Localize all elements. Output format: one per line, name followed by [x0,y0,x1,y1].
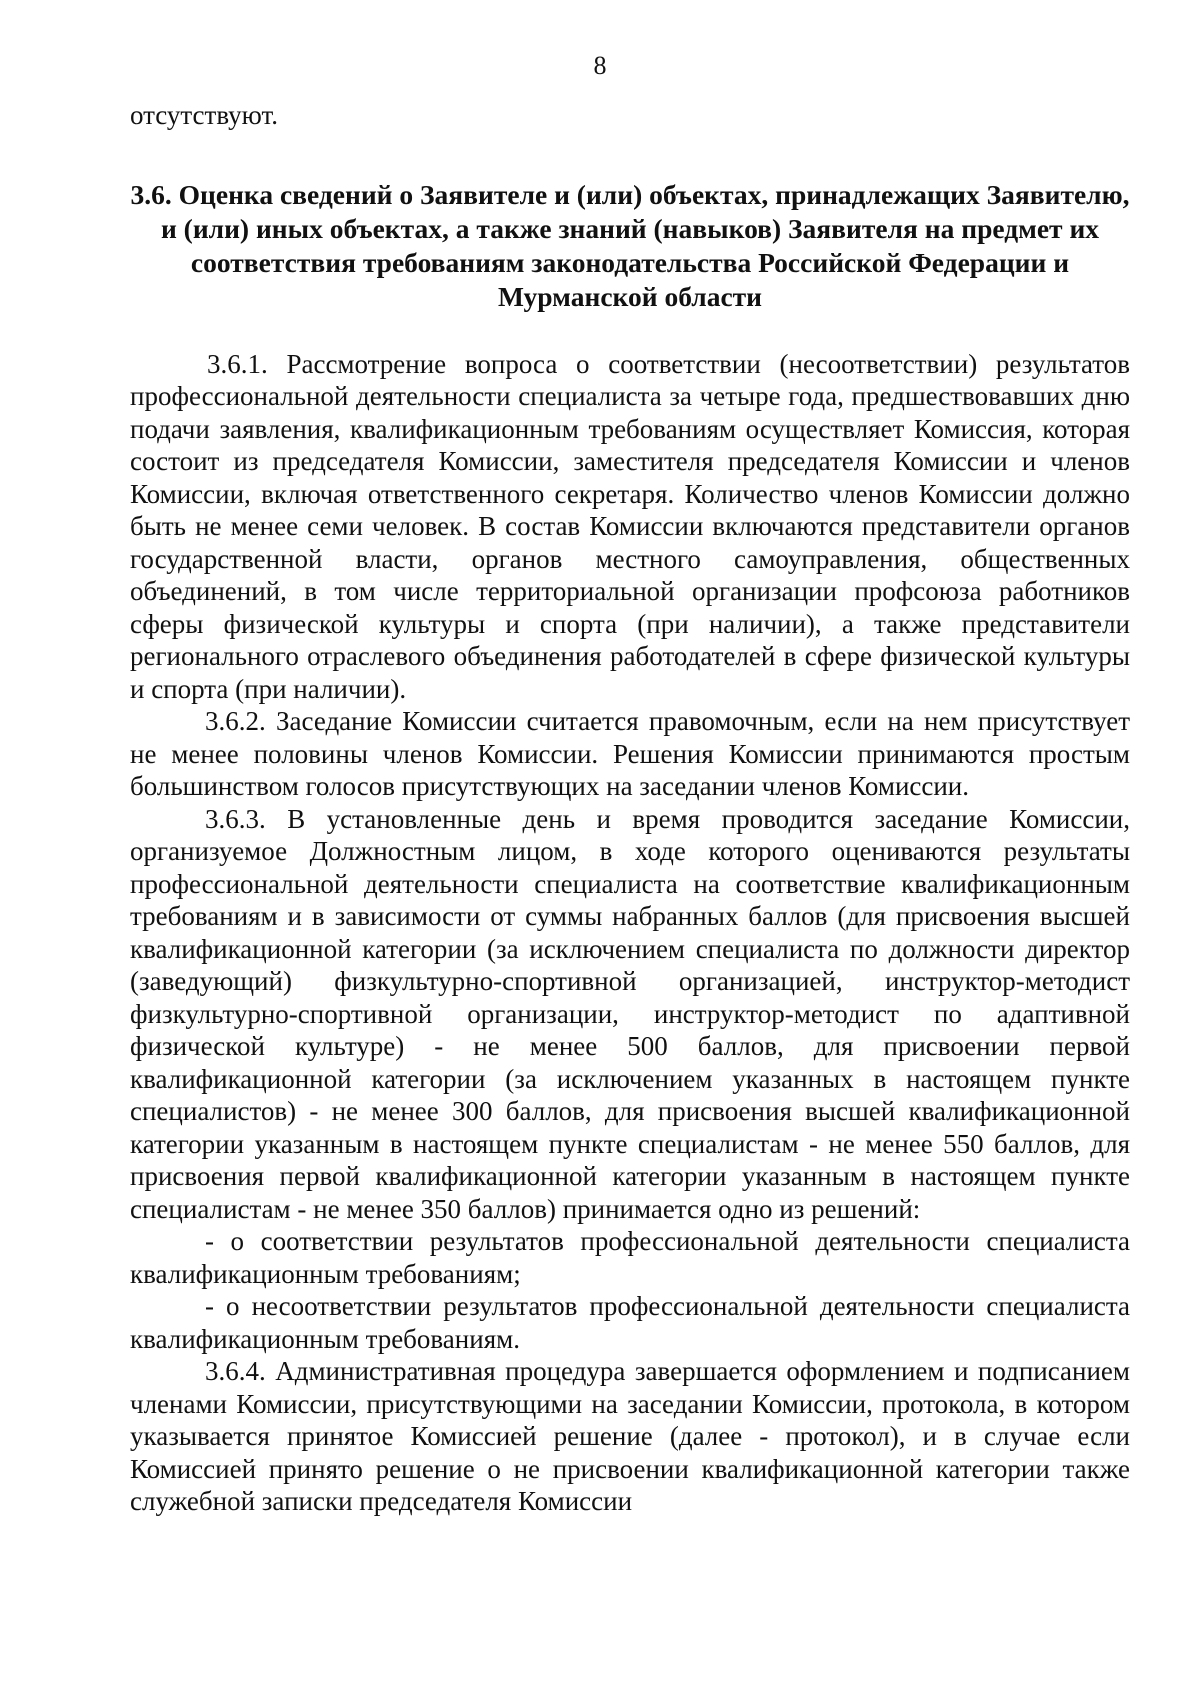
paragraph-3-6-3: 3.6.3. В установленные день и время проводится заседание Комиссии, организуемое Должностным лицом, в ходе которого оцениваются результаты профессиональной деятельности специалиста на соответствие квалификационным требованиям и в зависимости от суммы набранных баллов (для присвоения высшей квалификационной категории (за исключением специалиста по должности директор (заведующий) физкультурно-спортивной организацией, инструктор-методист физкультурно-спортивной организации, инструктор-методист по адаптивной физической культуре) - не менее 500 баллов, для присвоении первой квалификационной категории (за исключением указанных в настоящем пункте специалистов) - не менее 300 баллов, для присвоения высшей квалификационной категории указанным в настоящем пункте специалистам - не менее 550 баллов, для присвоения первой квалификационной категории указанным в настоящем пункте специалистам - не менее 350 баллов) принимается одно из решений: [130,803,1130,1224]
section-heading: 3.6. Оценка сведений о Заявителе и (или) объектах, принадлежащих Заявителю, и (или) иных объектах, а также знаний (навыков) Заявителя на предмет их соответствия требованиям законодательства Российской Федерации и Мурманской области [130,178,1130,312]
continued-text: отсутствуют. [130,100,278,130]
paragraph-3-6-4: 3.6.4. Административная процедура завершается оформлением и подписанием членами Комиссии, присутствующими на заседании Комиссии, протокола, в котором указывается принятое Комиссией решение (далее - протокол), и в случае если Комиссией принято решение о не присвоении квалификационной категории также служебной записки председателя Комиссии [130,1356,1130,1516]
paragraph-3-6-1: 3.6.1. Рассмотрение вопроса о соответствии (несоответствии) результатов профессиональной деятельности специалиста за четыре года, предшествовавших дню подачи заявления, квалификационным требованиям осуществляет Комиссия, которая состоит из председателя Комиссии, заместителя председателя Комиссии и членов Комиссии, включая ответственного секретаря. Количество членов Комиссии должно быть не менее семи человек. В состав Комиссии включаются представители органов государственной власти, органов местного самоуправления, общественных объединений, в том числе территориальной организации профсоюза работников сферы физической культуры и спорта (при наличии), а также представители регионального отраслевого объединения работодателей в сфере физической культуры и спорта (при наличии). [130,348,1130,704]
decision-item-noncompliance: - о несоответствии результатов профессиональной деятельности специалиста квалификационным требованиям. [130,1291,1130,1354]
document-body [130,99,1130,1518]
page-number: 8 [593,51,607,80]
paragraph-3-6-2: 3.6.2. Заседание Комиссии считается правомочным, если на нем присутствует не менее половины членов Комиссии. Решения Комиссии принимаются простым большинством голосов присутствующих на заседании членов Комиссии. [130,706,1130,801]
decision-item-compliance: - о соответствии результатов профессиональной деятельности специалиста квалификационным требованиям; [130,1226,1130,1289]
